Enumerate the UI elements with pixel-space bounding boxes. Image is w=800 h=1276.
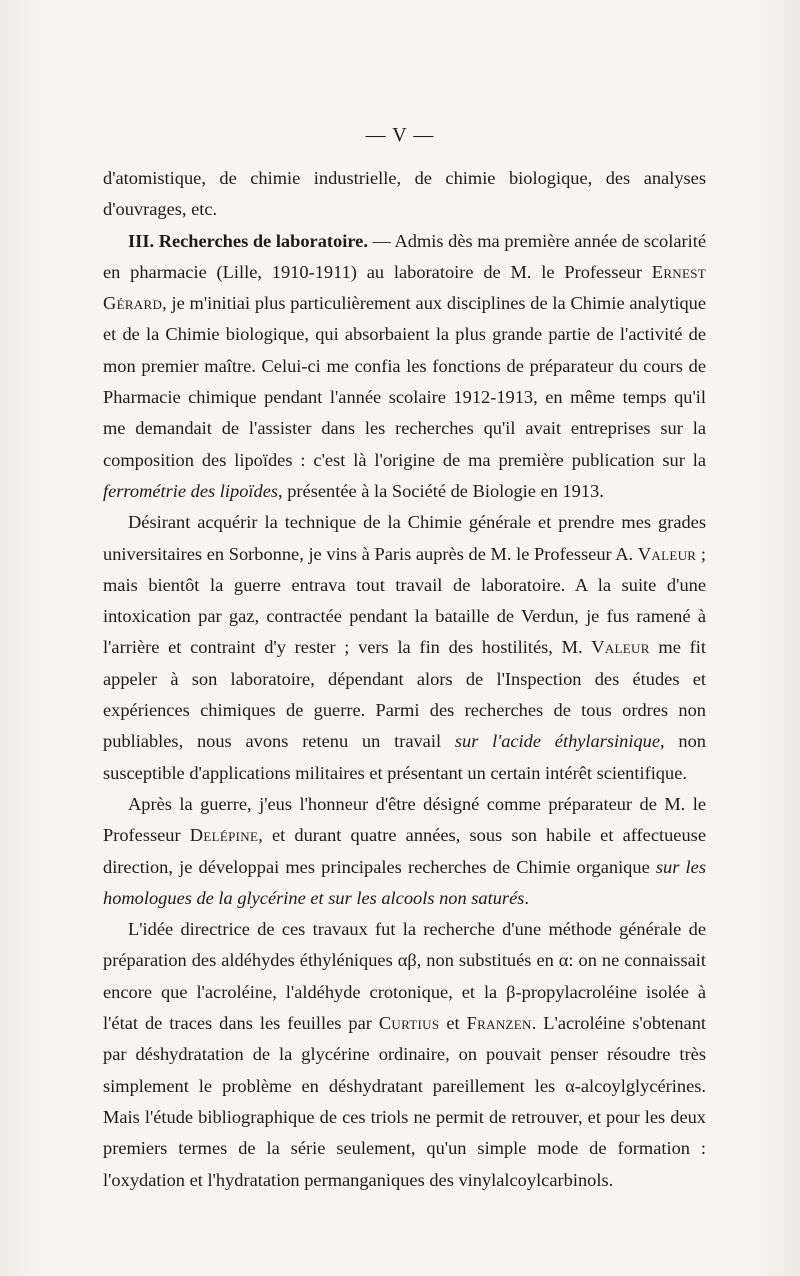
text-run: ; mais bientôt la guerre entrava tout travail de laboratoire. A la suite d'une intoxication par gaz, contractée pendant la bataille de Verdun, je fus ramené à l'arrière et contraint d'y rester ; vers la fin des hostilités, M. [103, 543, 706, 658]
italic-title: ferrométrie des lipoïdes [103, 480, 279, 501]
text-run: , je m'initiai plus particulièrement aux disciplines de la Chimie analytique et de la Chimie biologique, qui absorbaient la plus grande partie de l'activité de mon premier maître. Celui-ci me confia les fonctions de préparateur du cours de Pharmacie chimique pendant l'année scolaire 1912-1913, en même temps qu'il me demandait de l'assister dans les recherches qu'il avait entreprises sur la composition des lipoïdes : c'est là l'origine de ma première publication sur la [103, 293, 706, 470]
paragraph-5 [103, 914, 706, 1196]
text-run: , et durant quatre années, sous son habile et affectueuse direction, je développai mes principales recherches de Chimie organique [103, 825, 706, 877]
section-number: III. [128, 230, 155, 251]
text-run: et [439, 1013, 467, 1034]
author-name: Valeur [637, 543, 697, 564]
italic-title: sur les homologues de la glycérine et sur les alcools non saturés [103, 856, 706, 908]
text-run: . L'acroléine s'obtenant par déshydratation de la glycérine ordinaire, on pouvait penser résoudre très simplement le problème en déshydratant pareillement les α-alcoylglycérines. Mais l'étude bibliographique de ces triols ne permit de retrouver, et pour les deux premiers termes de la série seulement, qu'un simple mode de formation : l'oxydation et l'hydratation permanganiques des vinylalcoylcarbinols. [103, 1013, 706, 1190]
text-run: , présentée à la Société de Biologie en 1913. [278, 480, 604, 501]
body-text [103, 163, 706, 1196]
text-run: , non susceptible d'applications militaires et présentant un certain intérêt scientifique. [103, 731, 706, 783]
text-run: — Admis dès ma première année de scolarité en pharmacie (Lille, 1910-1911) au laboratoire de M. le Professeur [103, 230, 706, 282]
page-number: — V — [365, 124, 435, 146]
text-run: Après la guerre, j'eus l'honneur d'être désigné comme préparateur de M. le Professeur [103, 793, 706, 846]
text-run: Désirant acquérir la technique de la Chimie générale et prendre mes grades universitaires en Sorbonne, je vins à Paris auprès de M. le Professeur A. [103, 512, 706, 564]
text-run: . [524, 887, 530, 908]
author-name: Ernest Gérard [103, 261, 706, 314]
author-name: Valeur [591, 637, 650, 658]
author-name: Franzen [466, 1013, 532, 1034]
paragraph-1: d'atomistique, de chimie industrielle, de chimie biologique, des analyses d'ouvrages, etc. [103, 168, 706, 220]
paragraph-3 [103, 507, 706, 789]
paragraph-4 [103, 789, 706, 914]
author-name: Delépine [189, 825, 259, 846]
text-run: L'idée directrice de ces travaux fut la recherche d'une méthode générale de préparation des aldéhydes éthyléniques αβ, non substitués en α: on ne connaissait encore que l'acroléine, l'aldéhyde crotonique, et la β-propylacroléine isolée à l'état de traces dans les feuilles par [103, 919, 706, 1034]
section-title: Recherches de laboratoire. [158, 230, 368, 251]
text-run: me fit appeler à son laboratoire, dépendant alors de l'Inspection des études et expériences chimiques de guerre. Parmi des recherches de tous ordres non publiables, nous avons retenu un travail [103, 637, 706, 752]
author-name: Curtius [378, 1013, 440, 1034]
paragraph-2 [103, 226, 706, 508]
italic-title: sur l'acide éthylarsinique [454, 731, 661, 752]
